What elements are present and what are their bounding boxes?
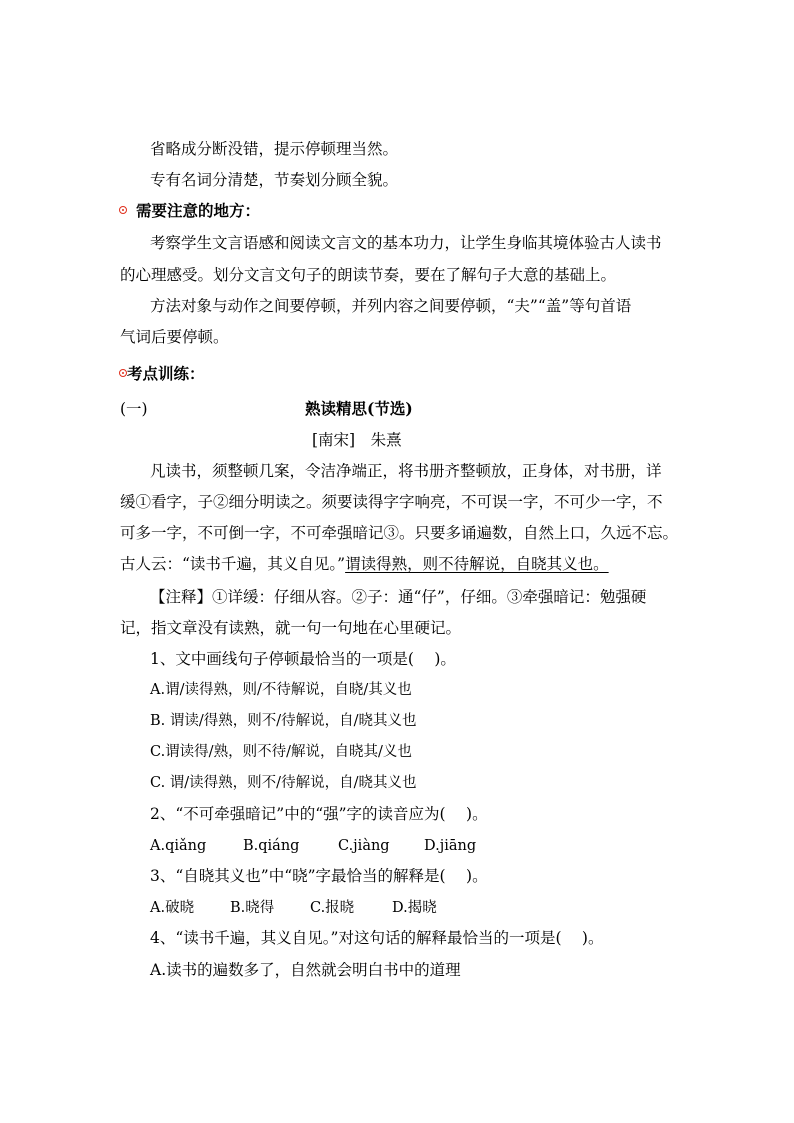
notice-para2-line2: 气词后要停顿。 <box>120 328 229 346</box>
notice-heading: 需要注意的地方： <box>136 201 261 220</box>
note-line-1: 【注释】①详缓：仔细从容。②子：通“仔”，仔细。③牵强暗记：勉强硬 <box>150 588 647 606</box>
q3-options <box>150 898 437 918</box>
passage-line-1: 凡读书，须整顿几案，令洁净端正，将书册齐整顿放，正身体，对书册，详 <box>150 462 662 480</box>
question-2: 2、“不可牵强暗记”中的“强”字的读音应为( )。 <box>150 805 488 823</box>
q1-option-c: C.谓读得/熟，则不待/解说，自晓其/义也 <box>150 744 412 760</box>
q3-option-b: B.晓得 <box>230 900 275 916</box>
bullet-icon <box>119 369 127 377</box>
q4-option-a: A.读书的遍数多了，自然就会明白书中的道理 <box>150 961 461 979</box>
underlined-sentence: 谓读得熟，则不待解说，自晓其义也。 <box>345 555 609 573</box>
question-3: 3、“自晓其义也”中“晓”字最恰当的解释是( )。 <box>150 867 488 885</box>
passage-line-3: 可多一字，不可倒一字，不可牵强暗记③。只要多诵遍数，自然上口，久远不忘。 <box>120 524 679 542</box>
notice-para1-line1: 考察学生文言语感和阅读文言文的基本功力，让学生身临其境体验古人读书 <box>150 234 662 252</box>
q3-option-d: D.揭晓 <box>392 900 437 916</box>
notice-para1-line2: 的心理感受。划分文言文句子的朗读节奏，要在了解句子大意的基础上。 <box>120 266 617 284</box>
q2-option-d: D.jiāng <box>424 838 477 854</box>
notice-para2-line1: 方法对象与动作之间要停顿，并列内容之间要停顿，“夫”“盖”等句首语 <box>150 297 632 315</box>
passage-line-2: 缓①看字，子②细分明读之。须要读得字字响亮，不可误一字，不可少一字，不 <box>120 493 663 511</box>
q2-option-c: C.jiàng <box>338 838 390 854</box>
tip-line-2: 专有名词分清楚，节奏划分顾全貌。 <box>150 171 399 189</box>
q2-option-b: B.qiáng <box>243 838 300 854</box>
passage-line-4-plain: 古人云：“读书千遍，其义自见。” <box>120 555 346 573</box>
tip-line-1: 省略成分断没错，提示停顿理当然。 <box>150 140 399 158</box>
q2-option-a: A.qiǎng <box>150 838 207 854</box>
passage-title: 熟读精思(节选) <box>305 399 413 418</box>
q1-option-d: C. 谓/读得熟，则不/待解说，自/晓其义也 <box>150 775 417 791</box>
passage-line-4 <box>120 554 609 574</box>
q3-option-c: C.报晓 <box>310 900 355 916</box>
bullet-icon <box>119 206 127 214</box>
section-number: (一) <box>120 400 148 418</box>
q2-options <box>150 836 476 856</box>
q1-option-a: A.谓/读得熟，则/不待解说，自晓/其义也 <box>150 682 412 698</box>
passage-author: [南宋] 朱熹 <box>312 431 402 449</box>
q3-option-a: A.破晓 <box>150 900 195 916</box>
question-4: 4、“读书千遍，其义自见。”对这句话的解释最恰当的一项是( )。 <box>150 929 604 947</box>
note-line-2: 记，指文章没有读熟，就一句一句地在心里硬记。 <box>120 619 462 637</box>
training-heading: 考点训练： <box>127 364 205 383</box>
question-1: 1、文中画线句子停顿最恰当的一项是( )。 <box>150 650 456 668</box>
q1-option-b: B. 谓读/得熟，则不/待解说，自/晓其义也 <box>150 713 417 729</box>
